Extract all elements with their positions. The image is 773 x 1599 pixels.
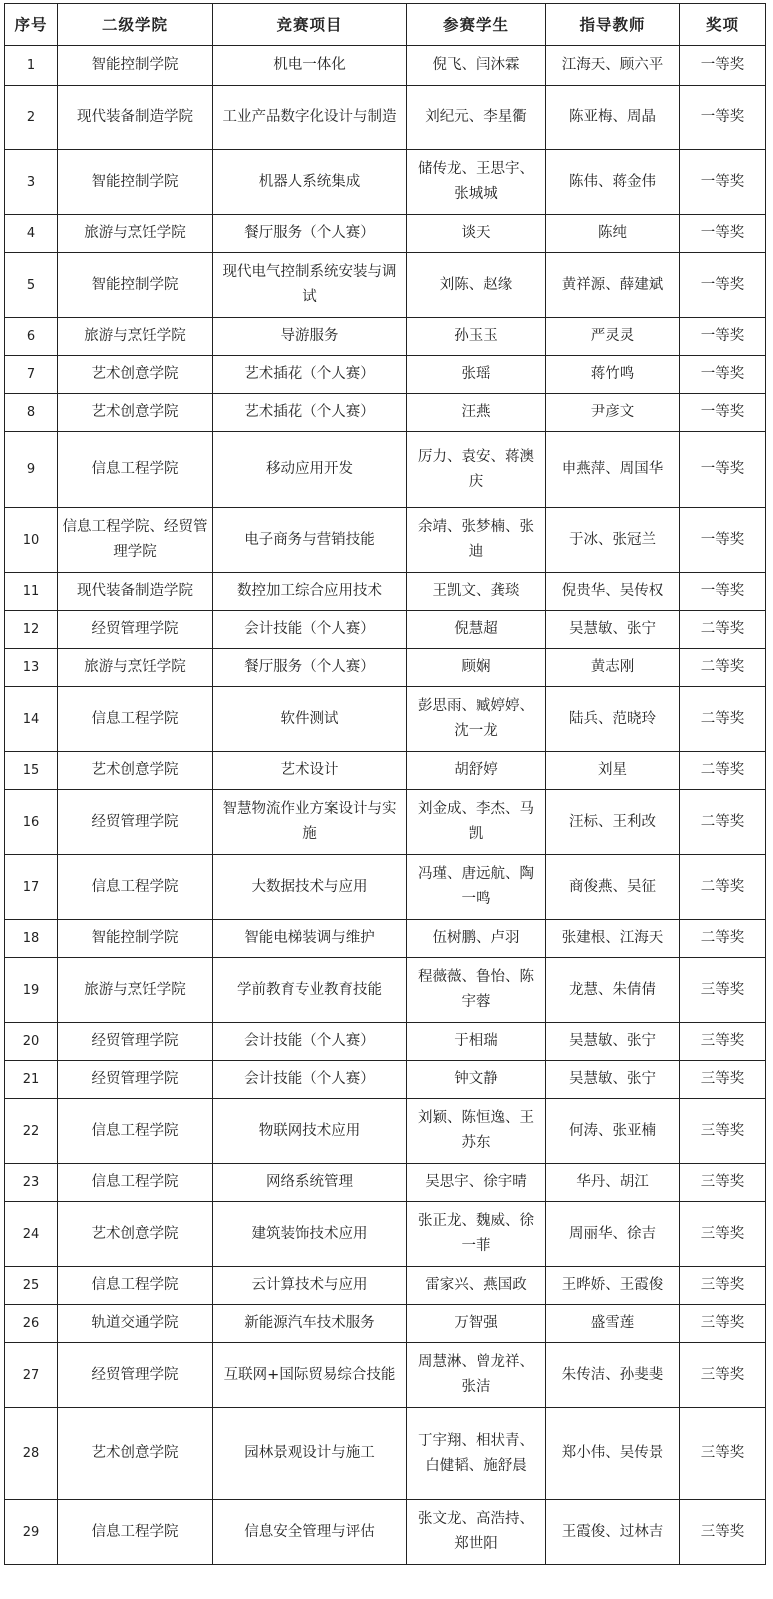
cell-award: 二等奖	[680, 790, 766, 855]
cell-award: 二等奖	[680, 752, 766, 790]
cell-instructors: 陆兵、范晓玲	[546, 687, 680, 752]
table-row	[5, 253, 766, 318]
header-row	[5, 4, 766, 46]
cell-event: 会计技能（个人赛）	[213, 1023, 407, 1061]
cell-college: 艺术创意学院	[58, 1202, 213, 1267]
cell-college: 智能控制学院	[58, 920, 213, 958]
cell-event: 云计算技术与应用	[213, 1267, 407, 1305]
cell-college: 信息工程学院	[58, 1500, 213, 1565]
cell-instructors: 严灵灵	[546, 318, 680, 356]
cell-award: 一等奖	[680, 46, 766, 86]
table-row	[5, 573, 766, 611]
cell-students: 彭思雨、臧婷婷、沈一龙	[407, 687, 546, 752]
cell-award: 三等奖	[680, 958, 766, 1023]
cell-index: 15	[5, 752, 58, 790]
cell-event: 艺术插花（个人赛）	[213, 394, 407, 432]
table-row	[5, 790, 766, 855]
cell-index: 5	[5, 253, 58, 318]
cell-college: 智能控制学院	[58, 46, 213, 86]
table-row	[5, 855, 766, 920]
cell-award: 一等奖	[680, 253, 766, 318]
cell-award: 三等奖	[680, 1023, 766, 1061]
cell-instructors: 吴慧敏、张宁	[546, 1023, 680, 1061]
cell-college: 艺术创意学院	[58, 394, 213, 432]
cell-instructors: 王晔娇、王霞俊	[546, 1267, 680, 1305]
awards-table	[4, 3, 766, 1565]
cell-index: 12	[5, 611, 58, 649]
cell-event: 机电一体化	[213, 46, 407, 86]
cell-index: 4	[5, 215, 58, 253]
cell-college: 信息工程学院	[58, 855, 213, 920]
cell-students: 刘陈、赵缘	[407, 253, 546, 318]
cell-event: 数控加工综合应用技术	[213, 573, 407, 611]
table-row	[5, 150, 766, 215]
table-row	[5, 752, 766, 790]
cell-instructors: 商俊燕、吴征	[546, 855, 680, 920]
cell-students: 张正龙、魏威、徐一菲	[407, 1202, 546, 1267]
cell-event: 机器人系统集成	[213, 150, 407, 215]
table-row	[5, 215, 766, 253]
cell-students: 顾娴	[407, 649, 546, 687]
cell-students: 万智强	[407, 1305, 546, 1343]
cell-college: 旅游与烹饪学院	[58, 958, 213, 1023]
cell-index: 21	[5, 1061, 58, 1099]
cell-event: 园林景观设计与施工	[213, 1408, 407, 1500]
cell-index: 22	[5, 1099, 58, 1164]
table-row	[5, 318, 766, 356]
cell-award: 一等奖	[680, 573, 766, 611]
cell-award: 三等奖	[680, 1500, 766, 1565]
table-row	[5, 649, 766, 687]
cell-award: 一等奖	[680, 508, 766, 573]
table-row	[5, 394, 766, 432]
cell-award: 三等奖	[680, 1343, 766, 1408]
table-row	[5, 46, 766, 86]
cell-index: 8	[5, 394, 58, 432]
cell-instructors: 郑小伟、吴传景	[546, 1408, 680, 1500]
cell-students: 张文龙、高浩持、郑世阳	[407, 1500, 546, 1565]
table-body	[5, 46, 766, 1565]
cell-college: 信息工程学院	[58, 432, 213, 508]
cell-award: 二等奖	[680, 611, 766, 649]
cell-event: 物联网技术应用	[213, 1099, 407, 1164]
cell-instructors: 刘星	[546, 752, 680, 790]
table-row	[5, 1164, 766, 1202]
cell-students: 厉力、袁安、蒋澳庆	[407, 432, 546, 508]
cell-event: 导游服务	[213, 318, 407, 356]
cell-college: 艺术创意学院	[58, 356, 213, 394]
cell-event: 智能电梯装调与维护	[213, 920, 407, 958]
cell-index: 18	[5, 920, 58, 958]
cell-college: 旅游与烹饪学院	[58, 649, 213, 687]
cell-college: 信息工程学院	[58, 687, 213, 752]
cell-index: 24	[5, 1202, 58, 1267]
cell-college: 信息工程学院	[58, 1267, 213, 1305]
cell-event: 网络系统管理	[213, 1164, 407, 1202]
cell-college: 信息工程学院、经贸管理学院	[58, 508, 213, 573]
cell-students: 倪飞、闫沐霖	[407, 46, 546, 86]
cell-index: 17	[5, 855, 58, 920]
cell-students: 刘纪元、李星衢	[407, 86, 546, 150]
header-cell: 序号	[5, 4, 58, 46]
cell-instructors: 申燕萍、周国华	[546, 432, 680, 508]
cell-index: 1	[5, 46, 58, 86]
table-row	[5, 1202, 766, 1267]
cell-event: 信息安全管理与评估	[213, 1500, 407, 1565]
cell-award: 三等奖	[680, 1305, 766, 1343]
table-row	[5, 356, 766, 394]
header-cell: 奖项	[680, 4, 766, 46]
cell-college: 经贸管理学院	[58, 790, 213, 855]
cell-students: 于相瑞	[407, 1023, 546, 1061]
cell-instructors: 倪贵华、吴传权	[546, 573, 680, 611]
cell-event: 互联网+国际贸易综合技能	[213, 1343, 407, 1408]
cell-instructors: 陈纯	[546, 215, 680, 253]
cell-students: 吴思宇、徐宇晴	[407, 1164, 546, 1202]
cell-index: 25	[5, 1267, 58, 1305]
cell-award: 一等奖	[680, 356, 766, 394]
cell-event: 会计技能（个人赛）	[213, 611, 407, 649]
cell-instructors: 陈伟、蒋金伟	[546, 150, 680, 215]
cell-index: 7	[5, 356, 58, 394]
cell-college: 现代装备制造学院	[58, 573, 213, 611]
cell-award: 二等奖	[680, 649, 766, 687]
cell-award: 一等奖	[680, 432, 766, 508]
cell-index: 13	[5, 649, 58, 687]
cell-index: 29	[5, 1500, 58, 1565]
table-row	[5, 920, 766, 958]
cell-college: 智能控制学院	[58, 150, 213, 215]
cell-students: 倪慧超	[407, 611, 546, 649]
cell-students: 余靖、张梦楠、张迪	[407, 508, 546, 573]
cell-college: 现代装备制造学院	[58, 86, 213, 150]
cell-award: 一等奖	[680, 150, 766, 215]
cell-college: 经贸管理学院	[58, 611, 213, 649]
cell-college: 经贸管理学院	[58, 1343, 213, 1408]
cell-college: 轨道交通学院	[58, 1305, 213, 1343]
cell-students: 储传龙、王思宇、张城城	[407, 150, 546, 215]
cell-award: 三等奖	[680, 1164, 766, 1202]
table-row	[5, 432, 766, 508]
cell-students: 冯瑾、唐远航、陶一鸣	[407, 855, 546, 920]
cell-instructors: 黄祥源、薛建斌	[546, 253, 680, 318]
cell-students: 伍树鹏、卢羽	[407, 920, 546, 958]
table-row	[5, 508, 766, 573]
cell-award: 一等奖	[680, 394, 766, 432]
cell-instructors: 龙慧、朱倩倩	[546, 958, 680, 1023]
cell-college: 艺术创意学院	[58, 752, 213, 790]
cell-students: 周慧淋、曾龙祥、张洁	[407, 1343, 546, 1408]
table-row	[5, 1343, 766, 1408]
cell-instructors: 吴慧敏、张宁	[546, 1061, 680, 1099]
cell-event: 艺术插花（个人赛）	[213, 356, 407, 394]
cell-students: 孙玉玉	[407, 318, 546, 356]
header-cell: 二级学院	[58, 4, 213, 46]
cell-index: 26	[5, 1305, 58, 1343]
cell-index: 3	[5, 150, 58, 215]
cell-students: 刘金成、李杰、马凯	[407, 790, 546, 855]
cell-students: 刘颖、陈恒逸、王苏东	[407, 1099, 546, 1164]
table-row	[5, 1099, 766, 1164]
cell-students: 丁宇翔、相状青、白健韬、施舒晨	[407, 1408, 546, 1500]
cell-index: 23	[5, 1164, 58, 1202]
cell-event: 大数据技术与应用	[213, 855, 407, 920]
cell-instructors: 陈亚梅、周晶	[546, 86, 680, 150]
cell-instructors: 华丹、胡江	[546, 1164, 680, 1202]
header-cell: 指导教师	[546, 4, 680, 46]
cell-instructors: 王霞俊、过林吉	[546, 1500, 680, 1565]
table-row	[5, 1061, 766, 1099]
cell-award: 一等奖	[680, 318, 766, 356]
cell-award: 二等奖	[680, 855, 766, 920]
cell-college: 艺术创意学院	[58, 1408, 213, 1500]
cell-award: 二等奖	[680, 920, 766, 958]
cell-event: 餐厅服务（个人赛）	[213, 215, 407, 253]
cell-index: 28	[5, 1408, 58, 1500]
table-row	[5, 1023, 766, 1061]
cell-instructors: 周丽华、徐吉	[546, 1202, 680, 1267]
table-row	[5, 1267, 766, 1305]
cell-award: 三等奖	[680, 1267, 766, 1305]
table-row	[5, 687, 766, 752]
cell-college: 信息工程学院	[58, 1099, 213, 1164]
cell-award: 三等奖	[680, 1408, 766, 1500]
cell-instructors: 何涛、张亚楠	[546, 1099, 680, 1164]
cell-college: 旅游与烹饪学院	[58, 215, 213, 253]
cell-index: 2	[5, 86, 58, 150]
cell-instructors: 蒋竹鸣	[546, 356, 680, 394]
cell-instructors: 盛雪莲	[546, 1305, 680, 1343]
cell-index: 10	[5, 508, 58, 573]
cell-students: 张瑶	[407, 356, 546, 394]
cell-event: 学前教育专业教育技能	[213, 958, 407, 1023]
cell-event: 智慧物流作业方案设计与实施	[213, 790, 407, 855]
cell-instructors: 尹彦文	[546, 394, 680, 432]
cell-award: 三等奖	[680, 1202, 766, 1267]
cell-index: 16	[5, 790, 58, 855]
cell-instructors: 朱传洁、孙斐斐	[546, 1343, 680, 1408]
cell-college: 经贸管理学院	[58, 1023, 213, 1061]
cell-index: 20	[5, 1023, 58, 1061]
cell-event: 现代电气控制系统安装与调试	[213, 253, 407, 318]
cell-index: 14	[5, 687, 58, 752]
header-cell: 参赛学生	[407, 4, 546, 46]
cell-students: 谈天	[407, 215, 546, 253]
table-row	[5, 611, 766, 649]
cell-event: 会计技能（个人赛）	[213, 1061, 407, 1099]
cell-event: 软件测试	[213, 687, 407, 752]
cell-instructors: 江海天、顾六平	[546, 46, 680, 86]
table-row	[5, 958, 766, 1023]
cell-event: 餐厅服务（个人赛）	[213, 649, 407, 687]
table-row	[5, 86, 766, 150]
cell-index: 19	[5, 958, 58, 1023]
cell-instructors: 黄志刚	[546, 649, 680, 687]
cell-college: 旅游与烹饪学院	[58, 318, 213, 356]
cell-students: 汪燕	[407, 394, 546, 432]
cell-event: 电子商务与营销技能	[213, 508, 407, 573]
cell-instructors: 吴慧敏、张宁	[546, 611, 680, 649]
header-cell: 竞赛项目	[213, 4, 407, 46]
cell-event: 工业产品数字化设计与制造	[213, 86, 407, 150]
table-row	[5, 1500, 766, 1565]
cell-index: 6	[5, 318, 58, 356]
cell-students: 胡舒婷	[407, 752, 546, 790]
cell-index: 27	[5, 1343, 58, 1408]
cell-students: 程薇薇、鲁怡、陈宇蓉	[407, 958, 546, 1023]
cell-college: 信息工程学院	[58, 1164, 213, 1202]
cell-award: 三等奖	[680, 1099, 766, 1164]
cell-award: 一等奖	[680, 86, 766, 150]
cell-award: 三等奖	[680, 1061, 766, 1099]
cell-event: 建筑装饰技术应用	[213, 1202, 407, 1267]
cell-instructors: 汪标、王利改	[546, 790, 680, 855]
cell-instructors: 张建根、江海天	[546, 920, 680, 958]
cell-award: 一等奖	[680, 215, 766, 253]
cell-event: 新能源汽车技术服务	[213, 1305, 407, 1343]
cell-event: 移动应用开发	[213, 432, 407, 508]
cell-index: 11	[5, 573, 58, 611]
cell-college: 智能控制学院	[58, 253, 213, 318]
table-row	[5, 1408, 766, 1500]
cell-students: 雷家兴、燕国政	[407, 1267, 546, 1305]
cell-students: 钟文静	[407, 1061, 546, 1099]
cell-students: 王凯文、龚琰	[407, 573, 546, 611]
table-row	[5, 1305, 766, 1343]
cell-index: 9	[5, 432, 58, 508]
cell-event: 艺术设计	[213, 752, 407, 790]
cell-award: 二等奖	[680, 687, 766, 752]
cell-college: 经贸管理学院	[58, 1061, 213, 1099]
cell-instructors: 于冰、张冠兰	[546, 508, 680, 573]
